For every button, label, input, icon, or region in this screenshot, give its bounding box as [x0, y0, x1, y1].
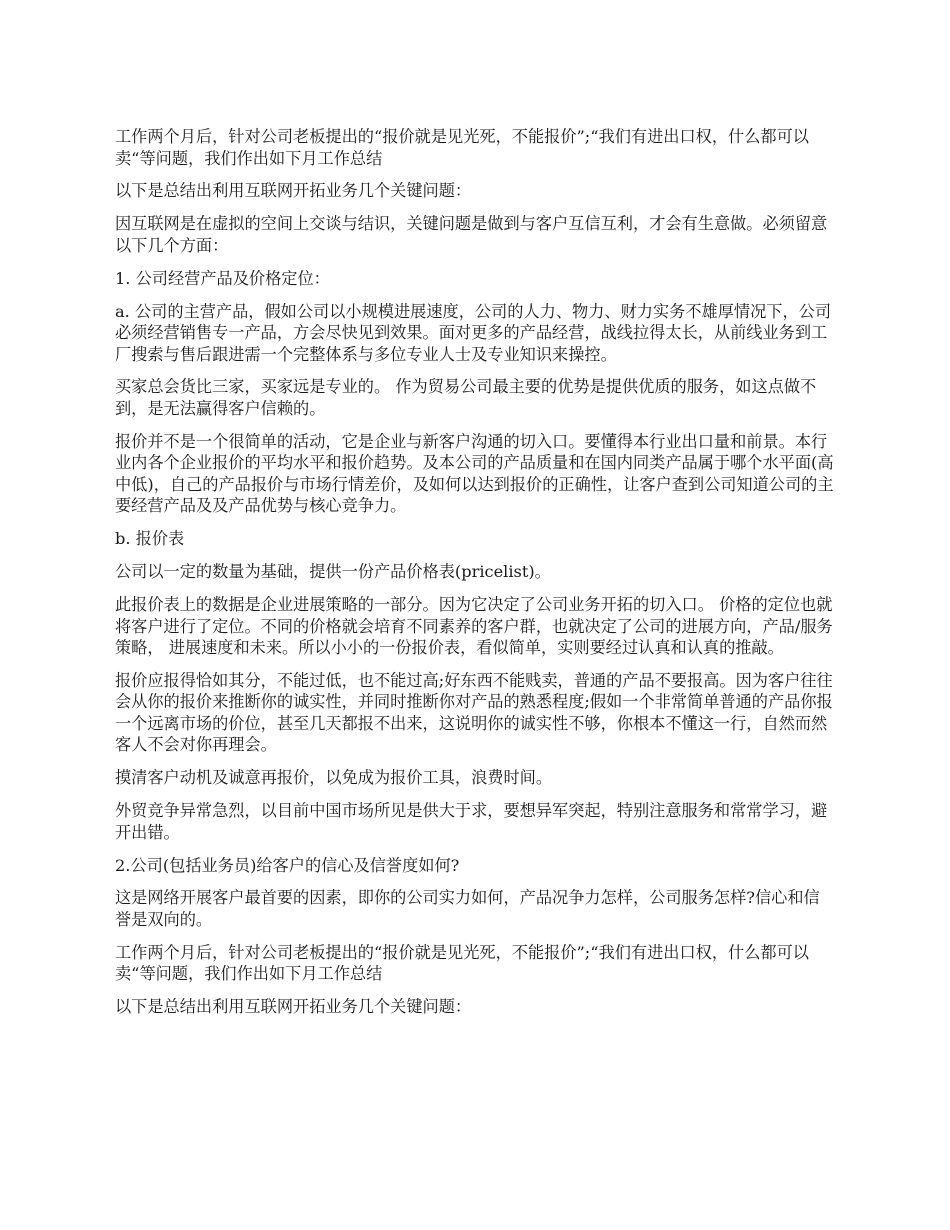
- document-body: [115, 126, 835, 1029]
- subsection-heading-b: b. 报价表: [115, 529, 185, 549]
- section-heading-1: 1. 公司经营产品及价格定位：: [115, 268, 330, 288]
- paragraph-internet-trust: 因互联网是在虚拟的空间上交谈与结识，关键问题是做到与客户互信互利，才会有生意做。必须留意以下几个方面：: [115, 214, 828, 255]
- paragraph-intro-repeat: 工作两个月后，针对公司老板提出的“报价就是见光死，不能报价”;“我们有进出口权，什么都可以卖“等问题，我们作出如下月工作总结: [115, 942, 809, 984]
- section-heading-2: 2.公司(包括业务员)给客户的信心及信誉度如何?: [115, 855, 460, 875]
- paragraph-key-issues-repeat: 以下是总结出利用互联网开拓业务几个关键问题：: [115, 997, 472, 1017]
- paragraph-key-issues-heading: 以下是总结出利用互联网开拓业务几个关键问题：: [115, 181, 472, 201]
- paragraph-confidence: 这是网络开展客户最首要的因素，即你的公司实力如何，产品况争力怎样，公司服务怎样?信心和信誉是双向的。: [115, 888, 820, 929]
- paragraph-appropriate-pricing: 报价应报得恰如其分，不能过低，也不能过高;好东西不能贱卖，普通的产品不要报高。因为客户往往会从你的报价来推断你的诚实性，并同时推断你对产品的熟悉程度;假如一个非常简单普通的产品你报一个远离市场的价位，甚至几天都报不出来，这说明你的诚实性不够，你根本不懂这一行，自然而然客人不会对你再理会。: [115, 670, 833, 755]
- paragraph-main-products: a. 公司的主营产品，假如公司以小规模进展速度，公司的人力、物力、财力实务不雄厚情况下，公司必须经营销售专一产品，方会尽快见到效果。面对更多的产品经营，战线拉得太长，从前线业务到工厂搜索与售后跟进需一个完整体系与多位专业人士及专业知识来操控。: [115, 301, 832, 364]
- paragraph-competition: 外贸竞争异常急烈，以目前中国市场所见是供大于求，要想异军突起，特别注意服务和常常学习，避开出错。: [115, 801, 828, 842]
- paragraph-pricelist-strategy: 此报价表上的数据是企业进展策略的一部分。因为它决定了公司业务开拓的切入口。 价格的定位也就将客户进行了定位。不同的价格就会培育不同素养的客户群，也就决定了公司的进展方向，产品/服务策略， 进展速度和未来。所以小小的一份报价表，看似简单，实则要经过认真和认真的推敲。: [115, 595, 833, 658]
- paragraph-intro: 工作两个月后，针对公司老板提出的“报价就是见光死，不能报价”;“我们有进出口权，什么都可以卖“等问题，我们作出如下月工作总结: [115, 127, 809, 168]
- paragraph-customer-motive: 摸清客户动机及诚意再报价，以免成为报价工具，浪费时间。: [115, 768, 553, 788]
- paragraph-pricelist: 公司以一定的数量为基础，提供一份产品价格表(pricelist)。: [115, 562, 551, 582]
- paragraph-buyers-compare: 买家总会货比三家，买家远是专业的。 作为贸易公司最主要的优势是提供优质的服务，如这点做不到，是无法赢得客户信赖的。: [115, 377, 817, 418]
- paragraph-quotation-activity: 报价并不是一个很简单的活动，它是企业与新客户沟通的切入口。要懂得本行业出口量和前景。本行业内各个企业报价的平均水平和报价趋势。及本公司的产品质量和在国内同类产品属于哪个水平面(高中低)，自己的产品报价与市场行情差价，及如何以达到报价的正确性，让客户查到公司知道公司的主要经营产品及及产品优势与核心竞争力。: [115, 431, 834, 516]
